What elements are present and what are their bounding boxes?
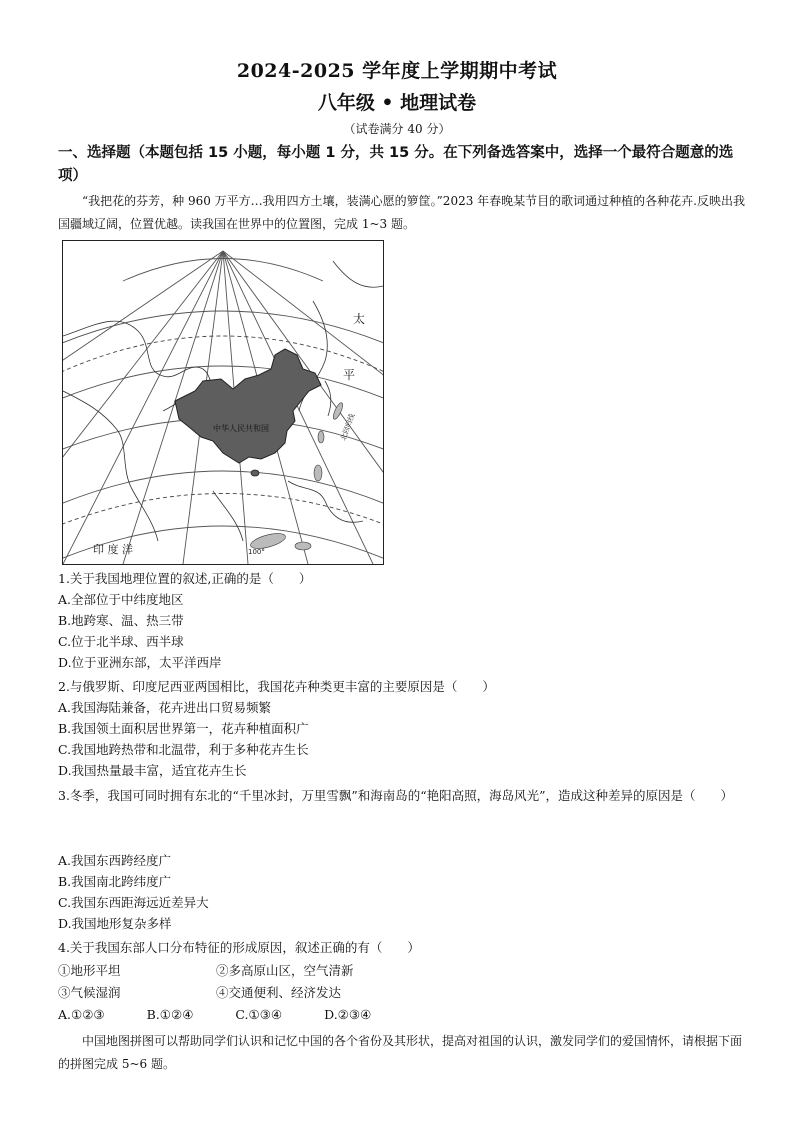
china-world-position-map bbox=[62, 240, 384, 565]
question-1-option-a: A.全部位于中纬度地区 bbox=[58, 592, 184, 607]
question-3-option-b: B.我国南北跨纬度广 bbox=[58, 874, 172, 889]
question-2-option-c: C.我国地跨热带和北温带，利于多种花卉生长 bbox=[58, 742, 309, 757]
intro-paragraph-2: 中国地图拼图可以帮助同学们认识和记忆中国的各个省份及其形状，提高对祖国的认识，激发同学们的爱国情怀，请根据下面的拼图完成 5~6 题。 bbox=[58, 1034, 743, 1071]
exam-title: 2024-2025 学年度上学期期中考试 bbox=[236, 60, 558, 82]
question-1-option-c: C.位于北半球、西半球 bbox=[58, 634, 184, 649]
question-4-item-1: ①地形平坦 bbox=[58, 963, 121, 978]
score-note: （试卷满分 40 分） bbox=[343, 122, 451, 136]
question-4-item-2: ②多高原山区，空气清新 bbox=[216, 963, 354, 978]
question-4-items-row-2 bbox=[58, 982, 341, 1003]
section-heading: 一、选择题（本题包括 15 小题，每小题 1 分，共 15 分。在下列备选答案中，选择一个最符合题意的选项） bbox=[58, 145, 734, 184]
longitude-label: 100° bbox=[248, 548, 265, 556]
question-2-stem: 2.与俄罗斯、印度尼西亚两国相比，我国花卉种类更丰富的主要原因是（ ） bbox=[58, 679, 495, 694]
question-3-option-a: A.我国东西跨经度广 bbox=[58, 853, 172, 868]
tropic-label: 北回归线 bbox=[339, 412, 357, 442]
question-2-option-b: B.我国领土面积居世界第一，花卉种植面积广 bbox=[58, 721, 309, 736]
question-4-items-row-1 bbox=[58, 960, 354, 981]
map-graphic bbox=[63, 241, 383, 564]
question-4-option-c: C.①③④ bbox=[235, 1007, 283, 1022]
question-3-option-c: C.我国东西距海远近差异大 bbox=[58, 895, 209, 910]
question-2-option-d: D.我国热量最丰富，适宜花卉生长 bbox=[58, 763, 247, 778]
question-4-option-d: D.②③④ bbox=[324, 1007, 372, 1022]
question-3-stem: 3.冬季，我国可同时拥有东北的“千里冰封，万里雪飘”和海南岛的“艳阳高照，海岛风光”，造成这种差异的原因是（ ） bbox=[58, 788, 733, 803]
pacific-label-1: 太 bbox=[353, 312, 366, 326]
question-2-option-a: A.我国海陆兼备，花卉进出口贸易频繁 bbox=[58, 700, 272, 715]
question-4-options bbox=[58, 1004, 413, 1025]
hainan-island bbox=[251, 470, 259, 476]
question-4-item-4: ④交通便利、经济发达 bbox=[216, 985, 342, 1000]
question-4-option-a: A.①②③ bbox=[58, 1007, 105, 1022]
question-1-option-d: D.位于亚洲东部，太平洋西岸 bbox=[58, 655, 222, 670]
exam-subject: 八年级 • 地理试卷 bbox=[317, 92, 477, 114]
country-label: 中华人民共和国 bbox=[213, 424, 269, 433]
indian-ocean-label: 印 度 洋 bbox=[93, 543, 133, 556]
question-3-option-d: D.我国地形复杂多样 bbox=[58, 916, 172, 931]
question-4-stem: 4.关于我国东部人口分布特征的形成原因，叙述正确的有（ ） bbox=[58, 940, 420, 955]
question-1-option-b: B.地跨寒、温、热三带 bbox=[58, 613, 184, 628]
question-4-item-3: ③气候湿润 bbox=[58, 985, 121, 1000]
question-1-stem: 1.关于我国地理位置的叙述,正确的是（ ） bbox=[58, 571, 312, 586]
china-territory bbox=[175, 349, 321, 463]
question-4-option-b: B.①②④ bbox=[146, 1007, 194, 1022]
pacific-label-2: 平 bbox=[343, 368, 356, 382]
intro-paragraph-1: “我把花的芬芳，种 960 万平方…我用四方土壤，装满心愿的箩筐。”2023 年春晚某节目的歌词通过种植的各种花卉.反映出我国疆域辽阔，位置优越。读我国在世界中的位置图，完成 1~3 题。 bbox=[58, 194, 745, 231]
